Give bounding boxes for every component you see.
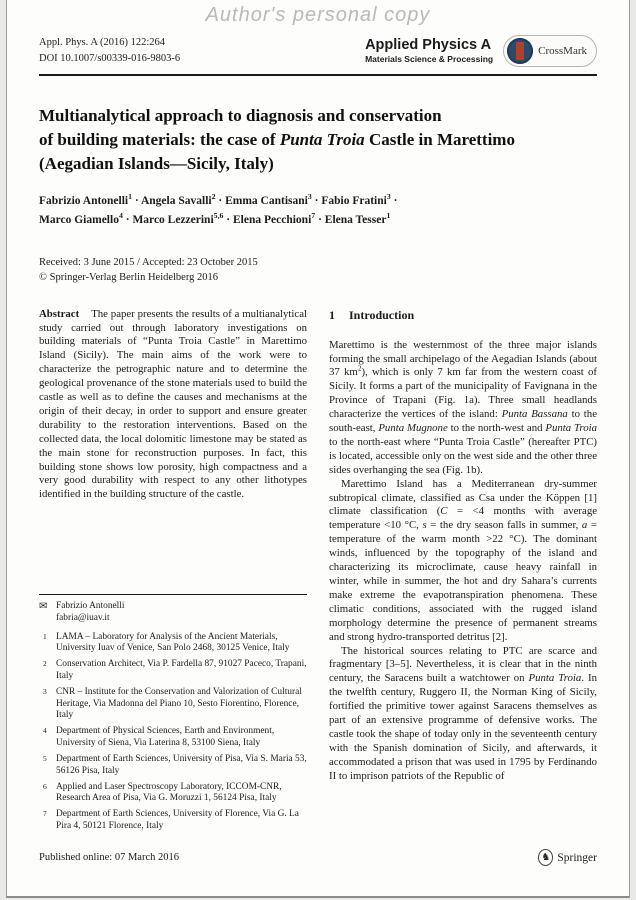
authors-copy-watermark: Author's personal copy bbox=[205, 4, 431, 26]
page-footer bbox=[39, 837, 597, 866]
affiliation-text: Department of Earth Sciences, University of Florence, Via G. La Pira 4, 50121 Florence, Italy bbox=[56, 809, 299, 831]
two-column-body bbox=[39, 308, 597, 837]
section-number: 1 bbox=[329, 307, 335, 322]
affiliation-text: Department of Physical Sciences, Earth and Environment, University of Siena, Via Laterina 8, 53100 Siena, Italy bbox=[56, 726, 275, 748]
affiliation-item bbox=[39, 632, 307, 655]
corresponding-email[interactable]: fabria@iuav.it bbox=[56, 613, 110, 623]
affiliation-item bbox=[39, 659, 307, 682]
crossmark-icon bbox=[507, 38, 533, 64]
springer-logo bbox=[538, 849, 597, 866]
journal-name: Applied Physics A bbox=[365, 37, 492, 54]
abstract-label: Abstract bbox=[39, 307, 80, 320]
springer-horse-icon: ♞ bbox=[538, 849, 553, 866]
affiliation-text: Conservation Architect, Via P. Fardella 87, 91027 Paceco, Trapani, Italy bbox=[56, 659, 307, 681]
affiliation-number: 4 bbox=[43, 726, 47, 736]
affiliation-item bbox=[39, 687, 307, 722]
copyright-line: © Springer-Verlag Berlin Heidelberg 2016 bbox=[39, 272, 219, 284]
left-column bbox=[39, 308, 307, 837]
affiliation-item bbox=[39, 809, 307, 832]
abstract-text: The paper presents the results of a multianalytical study carried out through laboratory investigations on building materials of “Punta Troia Castle” in Marettimo Island (Sicily). The main aims of the work were to characterize the petrographic nature and to determine the geological provenance of the stone materials used to build the castle as well as to define the causes and mechanisms at the origin of their decay, in order to support and ensure greater durability to the restoration interventions. Based on the collected data, the local dolomitic limestone may be stated as the main stone for reconstruction purposes. In fact, this building stone shows low porosity, high compactness and a very good durability with respect to any other lithotypes identified in the building structure of the castle. bbox=[39, 307, 307, 501]
journal-citation: Appl. Phys. A (2016) 122:264 bbox=[39, 37, 166, 48]
affiliation-item bbox=[39, 754, 307, 777]
affiliation-number: 6 bbox=[43, 781, 47, 791]
author-list: Fabrizio Antonelli$^1$ · Angela Savalli$^2$ · Emma Cantisani$^3$ · Fabio Fratini$^3$ · Marco Giamello$^4$ · Marco Lezzerini$^{5,6}$ · Elena Pecchioni$^7$ · Elena Tesser$^1$ bbox=[39, 192, 398, 226]
affiliation-number: 7 bbox=[43, 809, 47, 819]
citation-block bbox=[39, 35, 180, 67]
intro-paragraph-3: The historical sources relating to PTC are scarce and fragmentary [3–5]. Nevertheless, it is clear that in the ninth century, the Saracens built a watchtower on Punta Troia. In the twelfth century, Ruggero II, the Norman King of Sicily, fortified the primitive tower against Saracens themselves as part of an extensive programme of defensive works. The castle took the shape of today only in the seventeenth century with the Spanish domination of Sicily, and afterwards, it accommodated a prison that was used in 1795 by Ferdinando II to imprison patriots of the Republic of bbox=[329, 644, 597, 782]
intro-paragraph-1: Marettimo is the westernmost of the three major islands forming the small archipelago of the Aegadian Islands (about 37 $km^2$), which is only 7 km far from the western coast of Sicily. It forms a part of the municipality of Favignana in the Province of Trapani (Fig. 1a). Three small headlands characterize the vertices of the island: Punta Bassana to the south-east, Punta Mugnone to the north-west and Punta Troia to the north-east where “Punta Troia Castle” (hereafter PTC) is located, accessible only on the west side and the other three sides overhanging the sea (Fig. 1b). bbox=[329, 338, 597, 476]
affiliation-number: 3 bbox=[43, 686, 47, 696]
page-header bbox=[39, 35, 597, 67]
section-title: Introduction bbox=[349, 307, 415, 322]
springer-label: Springer bbox=[557, 851, 597, 864]
footnote-block bbox=[39, 584, 307, 837]
envelope-icon: ✉ bbox=[39, 601, 48, 613]
affiliation-text: Department of Earth Sciences, University of Pisa, Via S. Maria 53, 56126 Pisa, Italy bbox=[56, 753, 307, 776]
header-divider bbox=[39, 74, 597, 76]
journal-page bbox=[6, 0, 630, 898]
section-heading-introduction bbox=[329, 308, 597, 323]
right-column bbox=[329, 308, 597, 837]
affiliation-item bbox=[39, 726, 307, 749]
affiliation-text: Applied and Laser Spectroscopy Laboratory, ICCOM-CNR, Research Area of Pisa, Via G. Moruzzi 1, 56124 Pisa, Italy bbox=[56, 781, 282, 804]
crossmark-label: CrossMark bbox=[538, 45, 587, 57]
corresponding-name: Fabrizio Antonelli bbox=[56, 601, 125, 612]
received-accepted: Received: 3 June 2015 / Accepted: 23 October 2015 bbox=[39, 257, 258, 269]
affiliation-number: 1 bbox=[43, 631, 47, 641]
abstract bbox=[39, 308, 307, 503]
journal-subtitle: Materials Science & Processing bbox=[365, 53, 494, 64]
footnote-divider bbox=[39, 594, 307, 595]
affiliation-number: 5 bbox=[43, 753, 47, 763]
affiliation-number: 2 bbox=[43, 659, 47, 669]
journal-name-block bbox=[365, 38, 493, 64]
doi: DOI 10.1007/s00339-016-9803-6 bbox=[39, 52, 181, 64]
crossmark-badge[interactable] bbox=[503, 35, 597, 67]
article-title: Multianalytical approach to diagnosis and conservation of building materials: the case of Punta Troia Castle in Marettimo (Aegadian Islands—Sicily, Italy) bbox=[39, 106, 515, 173]
affiliation-text: LAMA – Laboratory for Analysis of the Ancient Materials, University Iuav of Venice, San Polo 2468, 30125 Venice, Italy bbox=[56, 631, 290, 654]
journal-brand bbox=[365, 35, 597, 67]
published-online: Published online: 07 March 2016 bbox=[39, 852, 179, 863]
intro-paragraph-2: Marettimo Island has a Mediterranean dry-summer subtropical climate, classified as Csa under the Köppen [1] climate classification (C = <4 months with average temperature <10 °C, s = the dry season falls in summer, a = temperature of the warm month >22 °C). The dominant winds, influenced by the topography of the island and characterizing its microclimate, cause heavy rainfall in winter, while in summer, the hot and dry Sahara’s currents make extreme the evapotranspiration phenomena. These climatic conditions, associated with the rugged island morphology determine the presence of permanent streams and strong hydro-transported detritus [2]. bbox=[329, 477, 597, 643]
affiliation-item bbox=[39, 782, 307, 805]
article-dates bbox=[39, 255, 597, 285]
corresponding-author bbox=[39, 601, 307, 624]
affiliation-text: CNR – Institute for the Conservation and Valorization of Cultural Heritage, Via Madonna del Piano 10, Sesto Fiorentino, Florence, Italy bbox=[56, 686, 302, 721]
